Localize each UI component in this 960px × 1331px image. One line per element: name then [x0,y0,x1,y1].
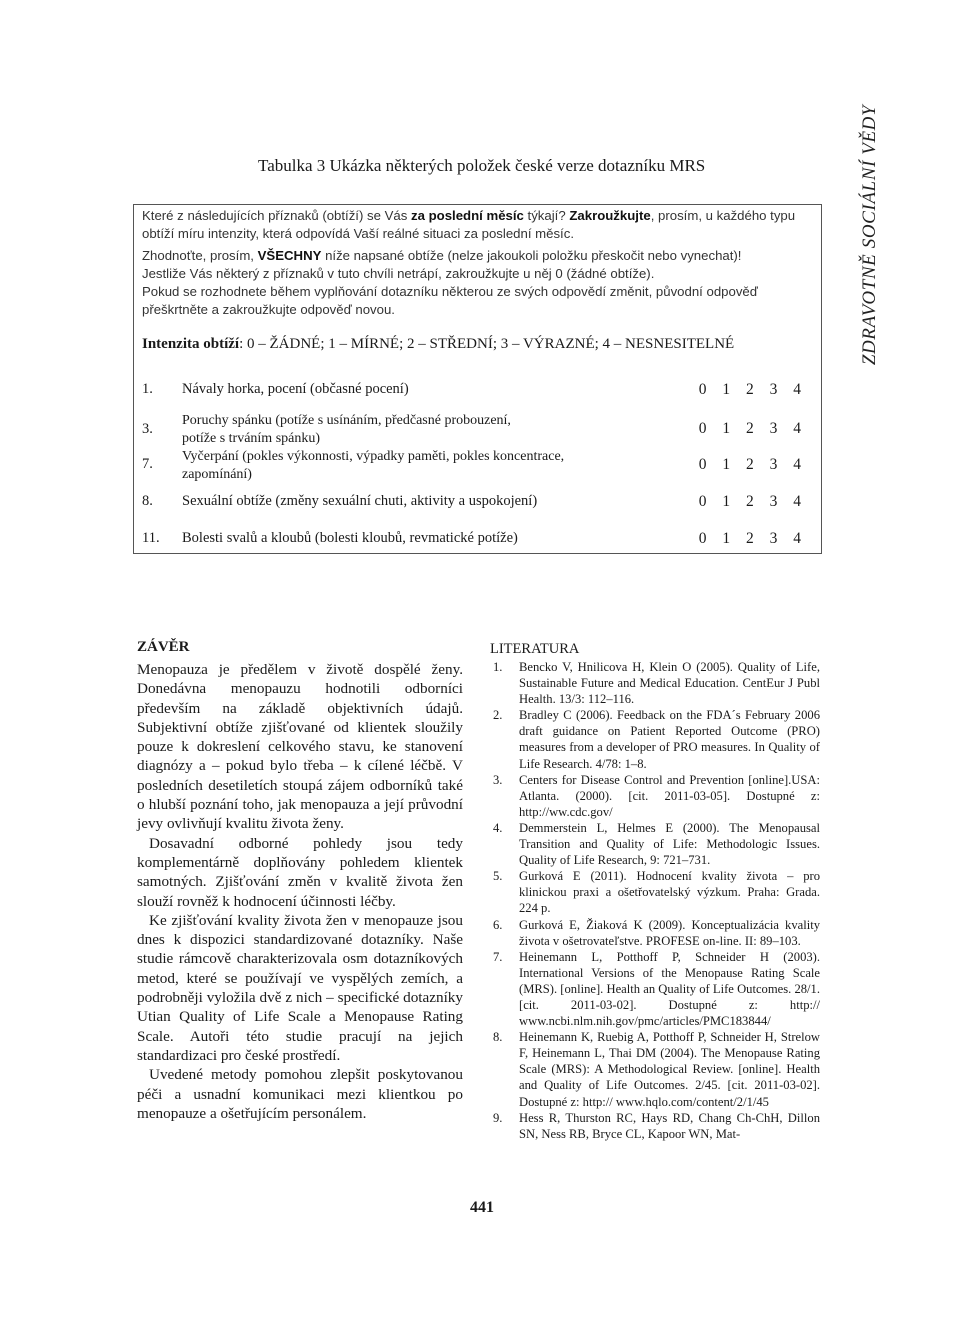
rating-scale: 0 1 2 3 4 [698,420,802,437]
rating-scale: 0 1 2 3 4 [698,456,802,473]
item-text: Bolesti svalů a kloubů (bolesti kloubů, revmatické potíže) [182,530,518,546]
item-text: Sexuální obtíže (změny sexuální chuti, aktivity a uspokojení) [182,493,538,509]
section-title: ZDRAVOTNĚ SOCIÁLNÍ VĚDY [859,104,880,366]
item-number: 1. [142,381,153,397]
reference-item: 5. Gurková E (2011). Hodnocení kvality života – pro klinickou praxi a ošetřovatelský výzkum. Praha: Grada. 224 p. [493,869,820,916]
rating-scale: 0 1 2 3 4 [698,530,802,547]
item-number: 11. [142,530,160,546]
item-number: 3. [142,421,153,437]
questionnaire-instruction-2: Zhodnoťte, prosím, VŠECHNY níže napsané obtíže (nelze jakoukoli položku přeskočit nebo vynechat)! [142,248,742,263]
table-caption: Tabulka 3 Ukázka některých položek české verze dotazníku MRS [258,156,706,175]
item-row [142,448,802,484]
reference-item: 9. Hess R, Thurston RC, Hays RD, Chang Ch-ChH, Dillon SN, Ness RB, Bryce CL, Kapoor WN, Mat- [493,1110,820,1141]
reference-item: 4. Demmerstein L, Helmes E (2000). The Menopausal Transition and Quality of Life: Methodologic Issues. Quality of Life Research, 9: 721–731. [493,820,820,868]
intensity-legend: Intenzita obtíží: 0 – ŽÁDNÉ; 1 – MÍRNÉ; 2 – STŘEDNÍ; 3 – VÝRAZNÉ; 4 – NESNESITELNÉ [142,336,735,352]
conclusion-heading: ZÁVĚR [137,639,190,655]
item-number: 7. [142,456,153,472]
references-heading: LITERATURA [490,641,580,657]
item-row [142,381,802,401]
rating-scale: 0 1 2 3 4 [698,493,802,510]
rating-scale: 0 1 2 3 4 [698,381,802,398]
item-number: 8. [142,493,153,509]
reference-item: 8. Heinemann K, Ruebig A, Potthoff P, Schneider H, Strelow F, Heinemann L, Thai DM (2004). The Menopause Rating Scale (MRS): A Methodological Review. [online]. Health and Quality of Life Outcomes. 2/45. [cit. 2011-03-02]. Dostupné z: http:// www.hqlo.com/content/2/1/45 [493,1030,820,1109]
paragraph: Uvedené metody pomohou zlepšit poskytovanou péči a usnadní komunikaci mezi klientkou po menopauze a ošetřujícím personálem. [137,1066,463,1122]
questionnaire-instruction-3: Jestliže Vás některý z příznaků v tuto chvíli netrápí, zakroužkujte u něj 0 (žádné obtíže). [142,266,655,281]
item-row [142,493,802,513]
reference-item: 6. Gurková E, Žiaková K (2009). Konceptualizácia kvality života v ošetrovateľstve. PROFESE on-line. II: 89–103. [493,917,820,948]
questionnaire-instruction-1: Které z následujících příznaků (obtíží) se Vás za poslední měsíc týkají? Zakroužkujte, prosím, u každého typu obtíží míru intenzity, která odpovídá Vaší reálné situaci za poslední měsíc. [142,208,796,241]
paragraph: Menopauza je předělem v životě dospělé ženy. Donedávna menopauzu hodnotili odborníci především na základě objektivních údajů. Subjektivní obtíže zjišťované od klientek sloužily pouze k dokreslení celkového stavu, ke stanovení diagnózy a – pokud bylo třeba – k cílené léčbě. V posledních desetiletích stoupá zájem odborníků také o hlubší poznání toho, jak menopauza a její průvodní jevy ovlivňují kvalitu života ženy. [137,661,463,833]
running-header-vertical [850,95,890,375]
item-text: Poruchy spánku (potíže s usínáním, předčasné probouzení, potíže s trváním spánku) [182,413,511,446]
item-text: Návaly horka, pocení (občasné pocení) [182,381,409,397]
reference-item: 7. Heinemann L, Potthoff P, Schneider H (2003). International Versions of the Menopause Rating Scale (MRS). [online]. Health an Quality of Life Outcomes. 28/1. [cit. 2011-03-02]. Dostupné z: http:// www.ncbi.nlm.nih.gov/pmc/articles/PMC183844/ [493,949,820,1029]
item-text: Vyčerpání (pokles výkonnosti, výpadky paměti, pokles koncentrace, zapomínání) [182,449,565,482]
reference-item: 2. Bradley C (2006). Feedback on the FDA´s February 2006 draft guidance on Patient Reported Outcome (PRO) measures from a developer of PRO measures. In Quality of Life Research. 4/78: 1–8. [493,708,820,771]
reference-item: 3. Centers for Disease Control and Prevention [online].USA: Atlanta. (2000). [cit. 2011-03-05]. Dostupné z: http://ww.cdc.gov/ [493,772,820,819]
references-list [490,659,820,1142]
questionnaire-instruction-4: Pokud se rozhodnete během vyplňování dotazníku některou ze svých odpovědí změnit, původní odpověď přeškrtněte a zakroužkujte odpověď novou. [142,284,758,317]
item-row [142,412,802,448]
page-number: 441 [470,1199,494,1216]
paragraph: Ke zjišťování kvality života žen v menopauze jsou dnes k dispozici standardizované dotazníky. Naše studie rámcově charakterizovala osm dotazníkových metod, které se používají ve vyspělých zemích, a podrobněji vyložila dvě z nich – specifické dotazníky Utian Quality of Life Scale a Menopause Rating Scale. Autoři této studie pracují na jejich standardizaci pro české prostředí. [137,911,463,1064]
paragraph: Dosavadní odborné pohledy jsou tedy komplementárně doplňovány pohledem klientek samotných. Zjišťování změn v kvalitě života žen slouží rovněž k hodnocení účinnosti léčby. [137,834,463,910]
reference-item: 1. Bencko V, Hnilicova H, Klein O (2005). Quality of Life, Sustainable Future and Medical Education. CentEur J Publ Health. 13/3: 112–116. [493,660,820,707]
conclusion-text [137,660,463,1123]
item-row [142,530,802,550]
